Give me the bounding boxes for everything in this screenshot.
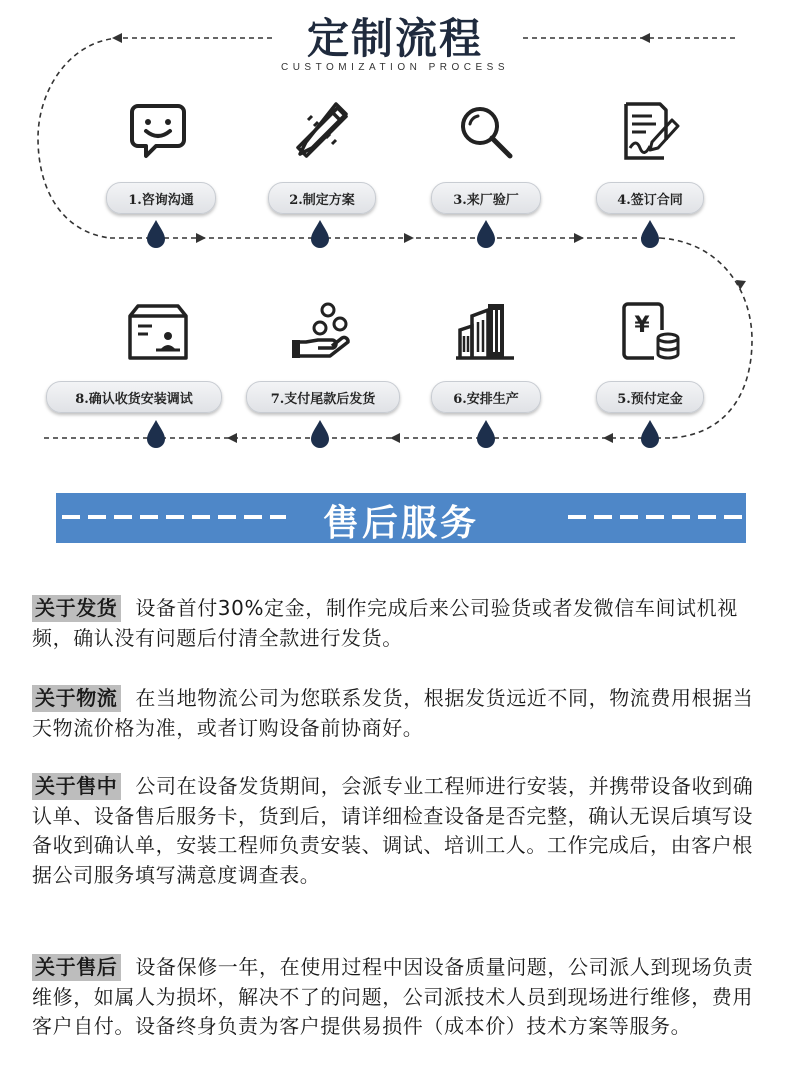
arrow-icon: [390, 433, 400, 443]
section-label: 关于售中: [32, 773, 121, 800]
contract-sign-icon: [618, 100, 682, 164]
drop-marker: [477, 420, 495, 448]
section-label: 关于发货: [32, 595, 121, 622]
arrow-icon: [227, 433, 237, 443]
section-text: 公司在设备发货期间，会派专业工程师进行安装，并携带设备收到确认单、设备售后服务卡，货到后，请详细检查设备是否完整，确认无误后填写设备收到确认单，安装工程师负责安装、调试、培训工人。工作完成后，由客户根据公司服务填写满意度调查表。: [32, 774, 754, 887]
section-logistics: [32, 684, 772, 743]
magnifier-icon: [454, 100, 518, 164]
drop-marker: [147, 420, 165, 448]
chat-smile-icon: [126, 100, 190, 164]
arrow-icon: [404, 233, 414, 243]
section-text: 设备保修一年，在使用过程中因设备质量问题，公司派人到现场负责维修，如属人为损坏，解决不了的问题，公司派技术人员到现场进行维修，费用客户自付。设备终身负责为客户提供易损件（成本价）技术方案等服务。: [32, 955, 754, 1038]
drop-marker: [147, 220, 165, 248]
section-text: 设备首付30%定金，制作完成后来公司验货或者发微信车间试机视频，确认没有问题后付清全款进行发货。: [32, 596, 738, 650]
pencil-ruler-icon: [290, 100, 354, 164]
section-label: 关于售后: [32, 954, 121, 981]
drop-marker: [641, 220, 659, 248]
svg-text:¥: ¥: [634, 313, 650, 338]
yen-coins-icon: [618, 300, 682, 364]
step-pill-5: 5.预付定金: [596, 381, 704, 413]
step-pill-6: 6.安排生产: [431, 381, 541, 413]
page-title: 定制流程: [306, 14, 483, 63]
drop-marker: [641, 420, 659, 448]
arrow-icon: [640, 33, 650, 43]
banner-dash-right: [568, 515, 742, 519]
hand-coins-icon: [290, 300, 354, 364]
factory-buildings-icon: [454, 300, 518, 364]
section-after-sale: [32, 953, 772, 1042]
step-pill-3: 3.来厂验厂: [431, 182, 541, 214]
arrow-icon: [603, 433, 613, 443]
page-subtitle: CUSTOMIZATION PROCESS: [280, 62, 510, 73]
arrow-icon: [112, 33, 122, 43]
after-sales-banner: [56, 493, 746, 543]
section-label: 关于物流: [32, 685, 121, 712]
step-pill-7: 7.支付尾款后发货: [246, 381, 400, 413]
drop-marker: [311, 220, 329, 248]
drop-marker: [311, 420, 329, 448]
step-pill-8: 8.确认收货安装调试: [46, 381, 222, 413]
section-shipping: [32, 594, 772, 653]
box-receive-icon: [126, 300, 190, 364]
section-in-sale: [32, 772, 772, 890]
drop-marker: [477, 220, 495, 248]
arrow-icon: [574, 233, 584, 243]
banner-title: 售后服务: [322, 503, 479, 544]
arrow-icon: [196, 233, 206, 243]
step-pill-2: 2.制定方案: [268, 182, 376, 214]
step-pill-1: 1.咨询沟通: [106, 182, 216, 214]
section-text: 在当地物流公司为您联系发货，根据发货远近不同，物流费用根据当天物流价格为准，或者订购设备前协商好。: [32, 686, 754, 740]
step-pill-4: 4.签订合同: [596, 182, 704, 214]
